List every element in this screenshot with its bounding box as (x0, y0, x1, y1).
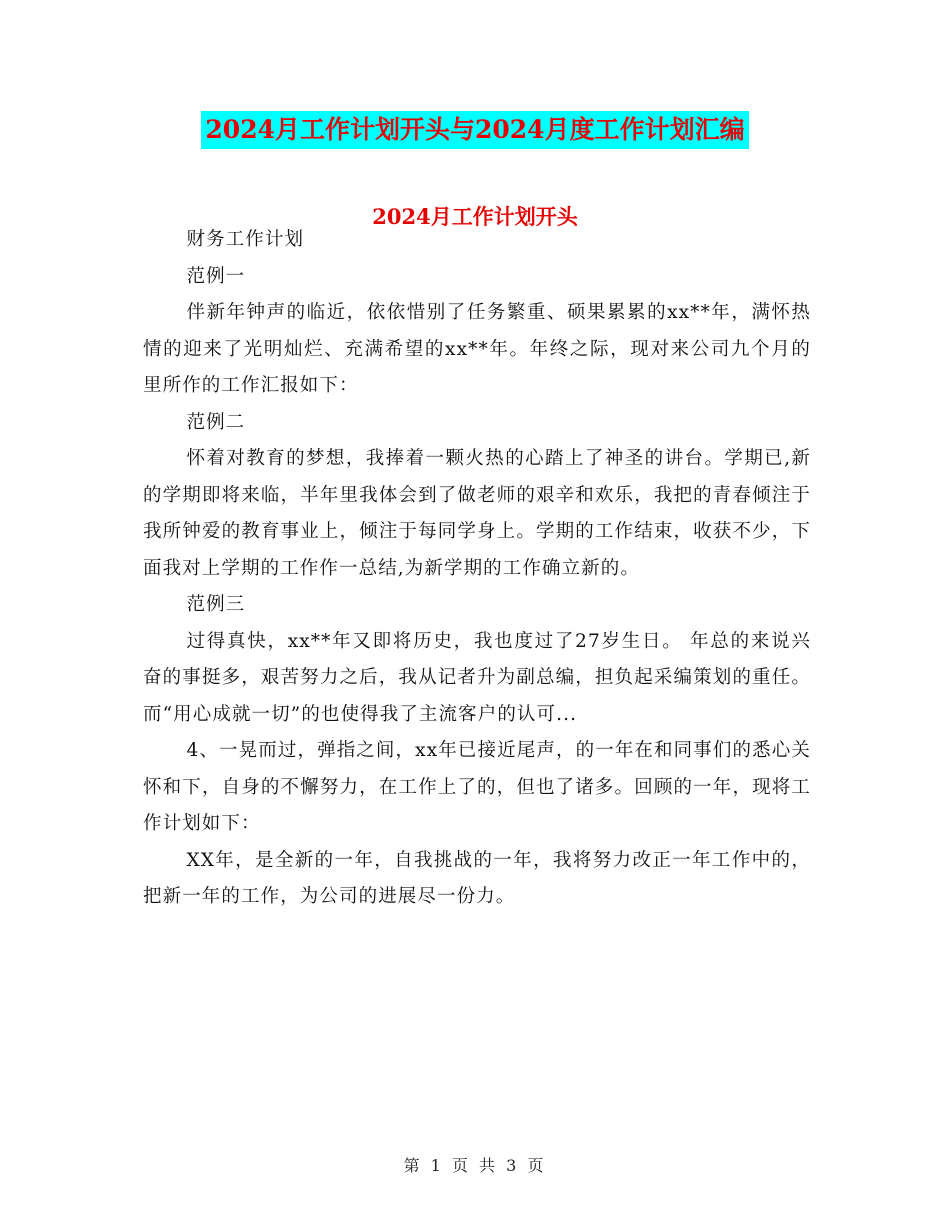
paragraph: 财务工作计划 (186, 229, 305, 250)
paragraph: 范例一 (186, 265, 246, 287)
document-title (0, 108, 950, 149)
page-footer: 第 1 页 共 3 页 (403, 1156, 547, 1175)
document-title-text: 2024月工作计划开头与2024月度工作计划汇编 (201, 111, 748, 149)
document-body (143, 222, 811, 916)
paragraph: 过得真快，xx**年又即将历史，我也度过了27岁生日。 年总的来说兴奋的事挺多，艰苦努力之后，我从记者升为副总编，担负起采编策划的重任。而“用心成就一切”的也使得我了主流客户的认可... (143, 630, 811, 725)
paragraph: 伴新年钟声的临近，依依惜别了任务繁重、硕果累累的xx**年，满怀热情的迎来了光明灿烂、充满希望的xx**年。年终之际，现对来公司九个月的里所作的工作汇报如下： (143, 302, 811, 396)
paragraph: 范例三 (186, 594, 246, 615)
paragraph: 4、一晃而过，弹指之间，xx年已接近尾声，的一年在和同事们的悉心关怀和下，自身的不懈努力，在工作上了的，但也了诸多。回顾的一年，现将工作计划如下： (143, 740, 811, 834)
paragraph: 怀着对教育的梦想，我捧着一颗火热的心踏上了神圣的讲台。学期已,新的学期即将来临，半年里我体会到了做老师的艰辛和欢乐，我把的青春倾注于我所钟爱的教育事业上，倾注于每同学身上。学期的工作结束，收获不少，下面我对上学期的工作作一总结,为新学期的工作确立新的。 (143, 448, 811, 579)
paragraph: XX年，是全新的一年，自我挑战的一年，我将努力改正一年工作中的，把新一年的工作，为公司的进展尽一份力。 (143, 849, 811, 907)
section-title: 2024月工作计划开头 (372, 204, 578, 229)
paragraph: 范例二 (186, 411, 246, 433)
